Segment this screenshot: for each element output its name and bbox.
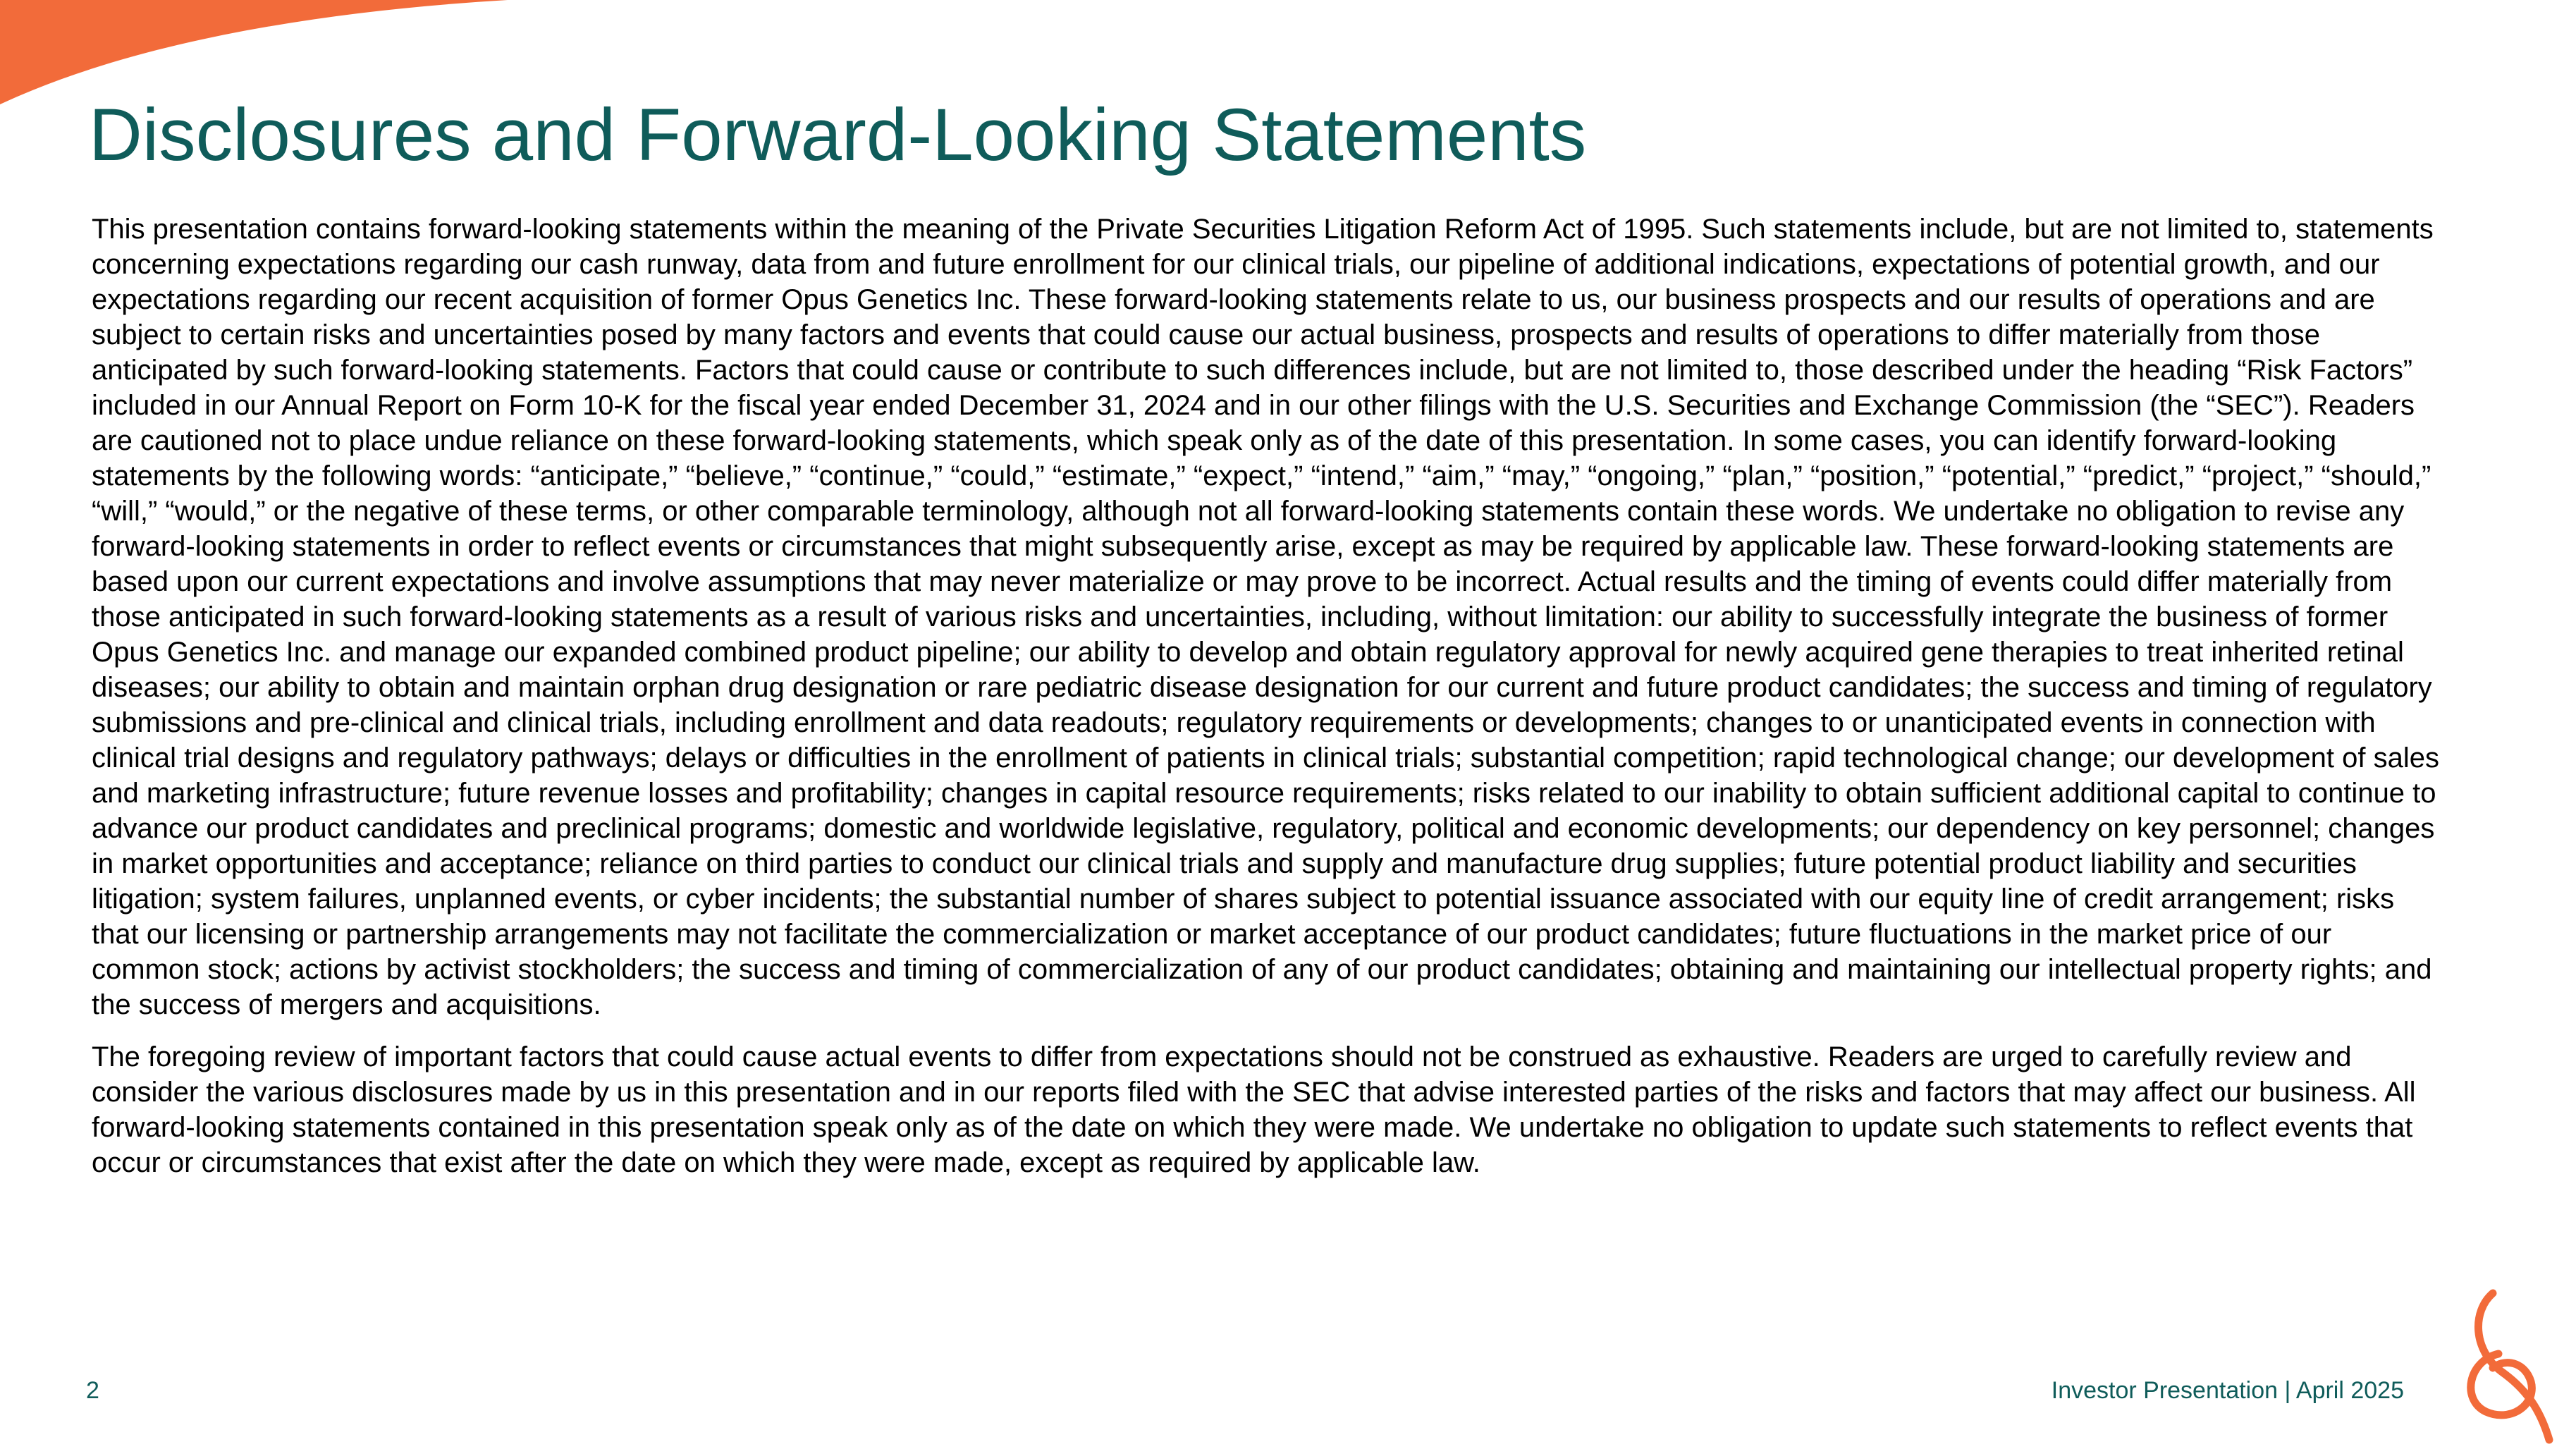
disclosure-body <box>92 212 2446 1180</box>
company-logo-icon <box>2443 1283 2556 1445</box>
page-number: 2 <box>86 1377 99 1404</box>
footer-label: Investor Presentation | April 2025 <box>2051 1377 2404 1404</box>
disclosure-paragraph-1: This presentation contains forward-looking statements within the meaning of the Private Securities Litigation Reform Act of 1995. Such statements include, but are not limited to, statements concerning expectations regarding our cash runway, data from and future enrollment for our clinical trials, our pipeline of additional indications, expectations of potential growth, and our expectations regarding our recent acquisition of former Opus Genetics Inc. These forward-looking statements relate to us, our business prospects and our results of operations and are subject to certain risks and uncertainties posed by many factors and events that could cause our actual business, prospects and results of operations to differ materially from those anticipated by such forward-looking statements. Factors that could cause or contribute to such differences include, but are not limited to, those described under the heading “Risk Factors” included in our Annual Report on Form 10-K for the fiscal year ended December 31, 2024 and in our other filings with the U.S. Securities and Exchange Commission (the “SEC”). Readers are cautioned not to place undue reliance on these forward-looking statements, which speak only as of the date of this presentation. In some cases, you can identify forward-looking statements by the following words: “anticipate,” “believe,” “continue,” “could,” “estimate,” “expect,” “intend,” “aim,” “may,” “ongoing,” “plan,” “position,” “potential,” “predict,” “project,” “should,” “will,” “would,” or the negative of these terms, or other comparable terminology, although not all forward-looking statements contain these words. We undertake no obligation to revise any forward-looking statements in order to reflect events or circumstances that might subsequently arise, except as may be required by applicable law. These forward-looking statements are based upon our current expectations and involve assumptions that may never materialize or may prove to be incorrect. Actual results and the timing of events could differ materially from those anticipated in such forward-looking statements as a result of various risks and uncertainties, including, without limitation: our ability to successfully integrate the business of former Opus Genetics Inc. and manage our expanded combined product pipeline; our ability to develop and obtain regulatory approval for newly acquired gene therapies to treat inherited retinal diseases; our ability to obtain and maintain orphan drug designation or rare pediatric disease designation for our current and future product candidates; the success and timing of regulatory submissions and pre-clinical and clinical trials, including enrollment and data readouts; regulatory requirements or developments; changes to or unanticipated events in connection with clinical trial designs and regulatory pathways; delays or difficulties in the enrollment of patients in clinical trials; substantial competition; rapid technological change; our development of sales and marketing infrastructure; future revenue losses and profitability; changes in capital resource requirements; risks related to our inability to obtain sufficient additional capital to continue to advance our product candidates and preclinical programs; domestic and worldwide legislative, regulatory, political and economic developments; our dependency on key personnel; changes in market opportunities and acceptance; reliance on third parties to conduct our clinical trials and supply and manufacture drug supplies; future potential product liability and securities litigation; system failures, unplanned events, or cyber incidents; the substantial number of shares subject to potential issuance associated with our equity line of credit arrangement; risks that our licensing or partnership arrangements may not facilitate the commercialization or market acceptance of our product candidates; future fluctuations in the market price of our common stock; actions by activist stockholders; the success and timing of commercialization of any of our product candidates; obtaining and maintaining our intellectual property rights; and the success of mergers and acquisitions. <box>92 214 2439 1020</box>
page-title: Disclosures and Forward-Looking Statements <box>89 94 1587 176</box>
disclosure-paragraph-2: The foregoing review of important factors that could cause actual events to differ from expectations should not be construed as exhaustive. Readers are urged to carefully review and consider the various disclosures made by us in this presentation and in our reports filed with the SEC that advise interested parties of the risks and factors that may affect our business. All forward-looking statements contained in this presentation speak only as of the date on which they were made. We undertake no obligation to update such statements to reflect events that occur or circumstances that exist after the date on which they were made, except as required by applicable law. <box>92 1041 2416 1178</box>
